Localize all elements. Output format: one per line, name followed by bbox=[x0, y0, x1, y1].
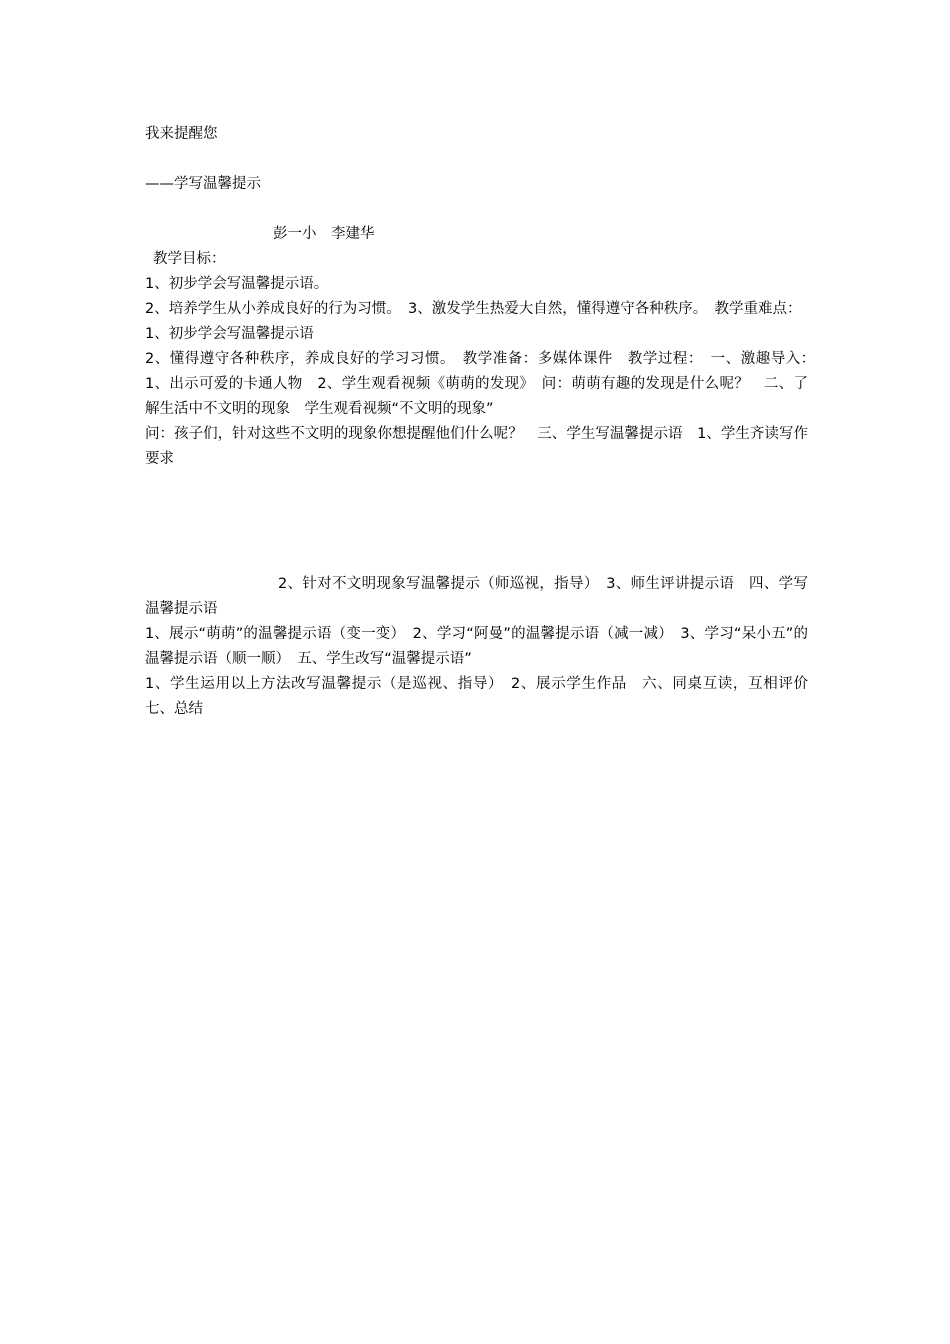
paragraph-teaching-goals-heading: 教学目标： bbox=[153, 251, 226, 267]
paragraph-process-part-5: 1、学生运用以上方法改写温馨提示（是巡视、指导） 2、展示学生作品 六、同桌互读，互相评价 七、总结 bbox=[145, 676, 823, 717]
document-subtitle: ——学写温馨提示 bbox=[145, 176, 261, 192]
document-body bbox=[145, 122, 823, 722]
paragraph-process-part-2: 问：孩子们，针对这些不文明的现象你想提醒他们什么呢？ 三、学生写温馨提示语 1、学生齐读写作要求 bbox=[145, 426, 808, 467]
paragraph-goal-1: 1、初步学会写温馨提示语。 bbox=[145, 276, 329, 292]
paragraph-process-part-3: 2、针对不文明现象写温馨提示（师巡视，指导） 3、师生评讲提示语 四、学写温馨提示语 bbox=[145, 576, 808, 617]
paragraph-key-point-1: 1、初步学会写温馨提示语 bbox=[145, 326, 314, 342]
paragraph-goal-2-3: 2、培养学生从小养成良好的行为习惯。 3、激发学生热爱大自然，懂得遵守各种秩序。 教学重难点： bbox=[145, 301, 802, 317]
blank-space bbox=[145, 472, 808, 572]
document-title: 我来提醒您 bbox=[145, 126, 218, 142]
paragraph-process-part-1: 2、懂得遵守各种秩序，养成良好的学习习惯。 教学准备：多媒体课件 教学过程： 一、激趣导入： 1、出示可爱的卡通人物 2、学生观看视频《萌萌的发现》 问：萌萌有趣的发现是什么呢？ 二、了解生活中不文明的现象 学生观看视频“不文明的现象” bbox=[145, 351, 823, 417]
paragraph-process-part-4: 1、展示“萌萌”的温馨提示语（变一变） 2、学习“阿曼”的温馨提示语（减一减） 3、学习“呆小五”的温馨提示语（顺一顺） 五、学生改写“温馨提示语” bbox=[145, 626, 808, 667]
document-author: 彭一小 李建华 bbox=[273, 226, 375, 242]
